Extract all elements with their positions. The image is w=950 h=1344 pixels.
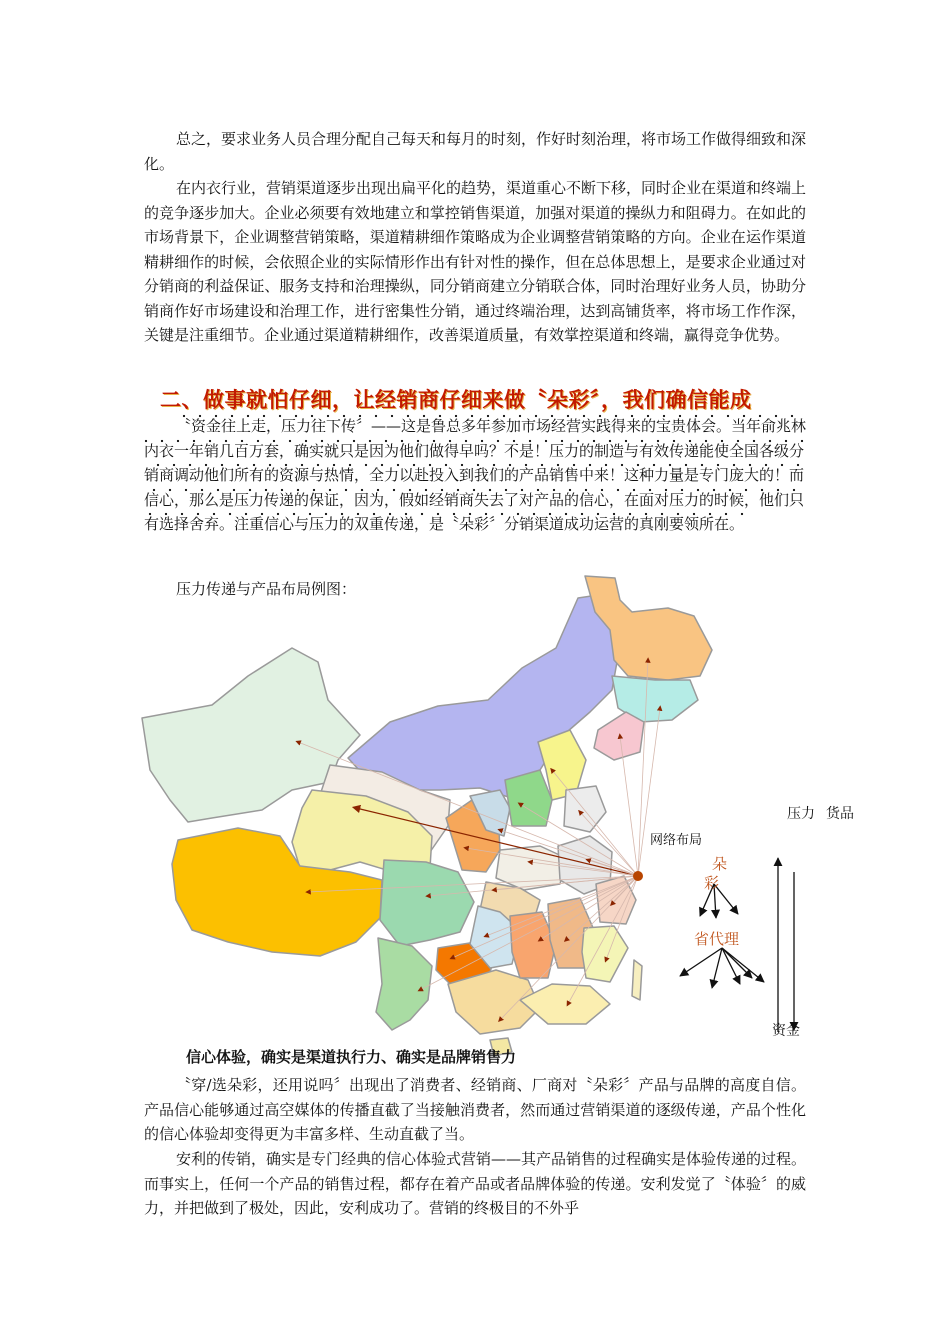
brand-label-cai: 彩 xyxy=(704,874,720,892)
emphasis-dotted-text: 〝资金往上走，压力往下传〞——这是鲁总多年参加市场经营实践得来的宝贵体会。当年俞兆林内衣一年销几百万套，确实就只是因为他们做得早吗？不是！压力的制造与有效传递能使全国各级分销商调动他们所有的资源与热情，全力以赴投入到我们的产品销售中来！这种力量是专门庞大的！而信心，那么是压力传递的保证，因为，假如经销商失去了对产品的信心，在面对压力的时候，他们只有选择舍弃。注重信心与压力的双重传递，是〝朵彩〞分销渠道成功运营的真刚要领所在。 xyxy=(144,413,806,533)
paragraph-summary: 总之，要求业务人员合理分配自己每天和每月的时刻，作好时刻治理，将市场工作做得细致和深化。 xyxy=(144,130,807,173)
brand-label-duo: 朵 xyxy=(712,855,728,873)
paragraph-amway: 安利的传销，确实是专门经典的信心体验式营销——其产品销售的过程确实是体验传递的过程。而事实上，任何一个产品的销售过程，都存在着产品或者品牌体验的传递。安利发觉了〝体验〞的威力，并把做到了极处，因此，安利成功了。营销的终极目的不外乎 xyxy=(144,1150,807,1217)
figure-caption: 压力传递与产品布局例图： xyxy=(176,580,357,598)
pressure-label: 压力 xyxy=(787,806,815,822)
province-shapes xyxy=(142,576,712,1056)
network-layout-label: 网络布局 xyxy=(650,833,703,848)
subsection-heading: 信心体验，确实是渠道执行力、确实是品牌销售力 xyxy=(186,1048,517,1066)
paragraph-confidence: 〝穿/选朵彩，还用说吗〞出现出了消费者、经销商、厂商对〝朵彩〞产品与品牌的高度自信。产品信心能够通过高空媒体的传播直截了当接触消费者，然而通过营销渠道的逐级传递，产品个性化的信心体验却变得更为丰富多样、生动直截了当。 xyxy=(144,1076,806,1143)
provincial-agent-label: 省代理 xyxy=(694,930,740,948)
brand-origin-dot xyxy=(633,871,643,881)
section-heading: 二、做事就怕仔细，让经销商仔细来做〝朵彩〞，我们确信能成 xyxy=(160,388,752,412)
goods-label: 货品 xyxy=(826,806,854,822)
paragraph-channel-strategy: 在内衣行业，营销渠道逐步出现出扁平化的趋势，渠道重心不断下移，同时企业在渠道和终端上的竞争逐步加大。企业必须要有效地建立和掌控销售渠道，加强对渠道的操纵力和阻碍力。在如此的市场背景下，企业调整营销策略，渠道精耕细作策略成为企业调整营销策略的方向。企业在运作渠道精耕细作的时候，会依照企业的实际情形作出有针对性的操作，但在总体思想上，是要求企业通过对分销商的利益保证、服务支持和治理操纵，同分销商建立分销联合体，同时治理好业务人员，协助分销商作好市场建设和治理工作，进行密集性分销，通过终端治理，达到高铺货率，将市场工作作深，关键是注重细节。企业通过渠道精耕细作，改善渠道质量，有效掌控渠道和终端，赢得竞争优势。 xyxy=(144,179,807,344)
capital-label: 资金 xyxy=(772,1023,800,1039)
